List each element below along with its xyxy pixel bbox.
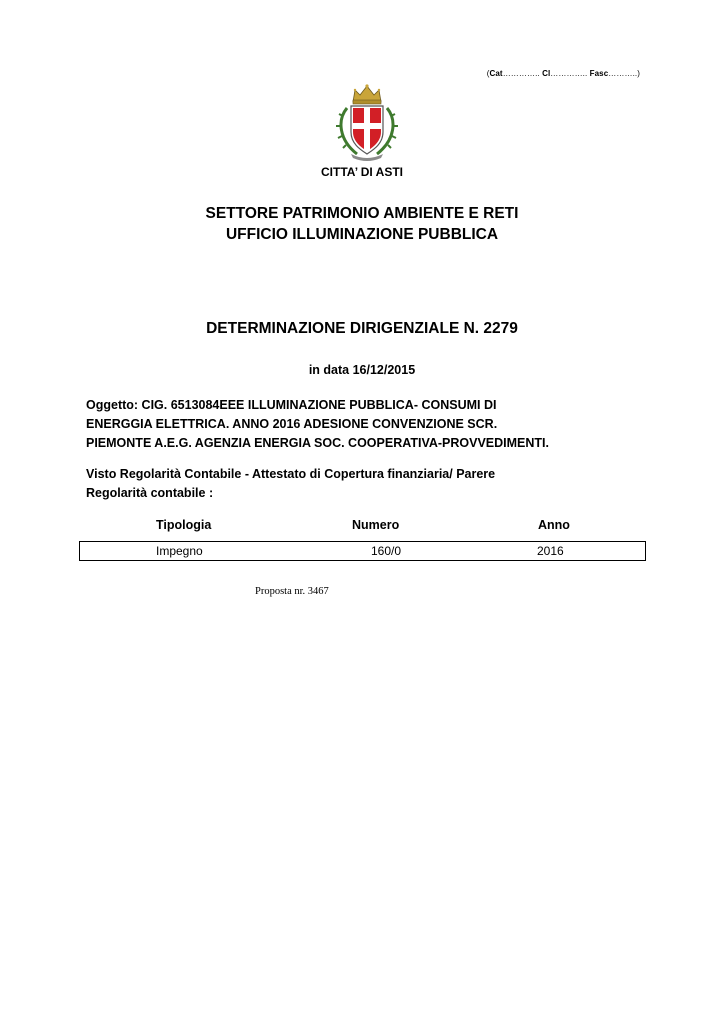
subject-line: Oggetto: CIG. 6513084EEE ILLUMINAZIONE PUBBLICA- CONSUMI DI — [86, 398, 497, 412]
table-row — [79, 541, 646, 561]
sector-name: SETTORE PATRIMONIO AMBIENTE E RETI — [205, 205, 519, 222]
subject-line: PIEMONTE A.E.G. AGENZIA ENERGIA SOC. COOPERATIVA-PROVVEDIMENTI. — [86, 436, 550, 450]
subject-line: ENERGGIA ELETTRICA. ANNO 2016 ADESIONE CONVENZIONE SCR. — [86, 417, 498, 431]
header-anno: Anno — [538, 518, 570, 532]
classification-reference — [487, 69, 640, 78]
classification-cl-dots: ………….. — [550, 69, 588, 78]
cell-numero: 160/0 — [371, 544, 402, 558]
classification-cat-label: Cat — [489, 69, 503, 78]
cell-anno: 2016 — [537, 544, 564, 558]
classification-cl-label: Cl — [542, 69, 551, 78]
header-numero: Numero — [352, 518, 400, 532]
ribbon-icon — [351, 154, 383, 161]
classification-cat-dots: ………….. — [502, 69, 540, 78]
header-tipologia: Tipologia — [156, 518, 212, 532]
accounting-approval-block — [86, 465, 646, 503]
shield-icon — [351, 106, 383, 154]
crown-icon — [353, 84, 381, 104]
classification-fasc-label: Fasc — [589, 69, 609, 78]
determination-title: DETERMINAZIONE DIRIGENZIALE N. 2279 — [206, 320, 518, 337]
accounting-approval-line: Visto Regolarità Contabile - Attestato di Copertura finanziaria/ Parere — [86, 467, 496, 481]
office-name: UFFICIO ILLUMINAZIONE PUBBLICA — [225, 226, 499, 243]
classification-open: ( — [486, 69, 490, 78]
commitment-table-header — [80, 518, 646, 536]
sector-heading — [0, 203, 724, 245]
classification-fasc-dots: ………..) — [608, 69, 640, 78]
determination-date: in data 16/12/2015 — [308, 363, 416, 377]
cell-tipologia: Impegno — [156, 544, 203, 558]
city-name: CITTA’ DI ASTI — [320, 165, 403, 179]
accounting-approval-line: Regolarità contabile : — [86, 486, 214, 500]
city-crest-icon — [333, 82, 401, 162]
proposal-number: Proposta nr. 3467 — [255, 586, 329, 597]
subject-block — [86, 396, 646, 453]
